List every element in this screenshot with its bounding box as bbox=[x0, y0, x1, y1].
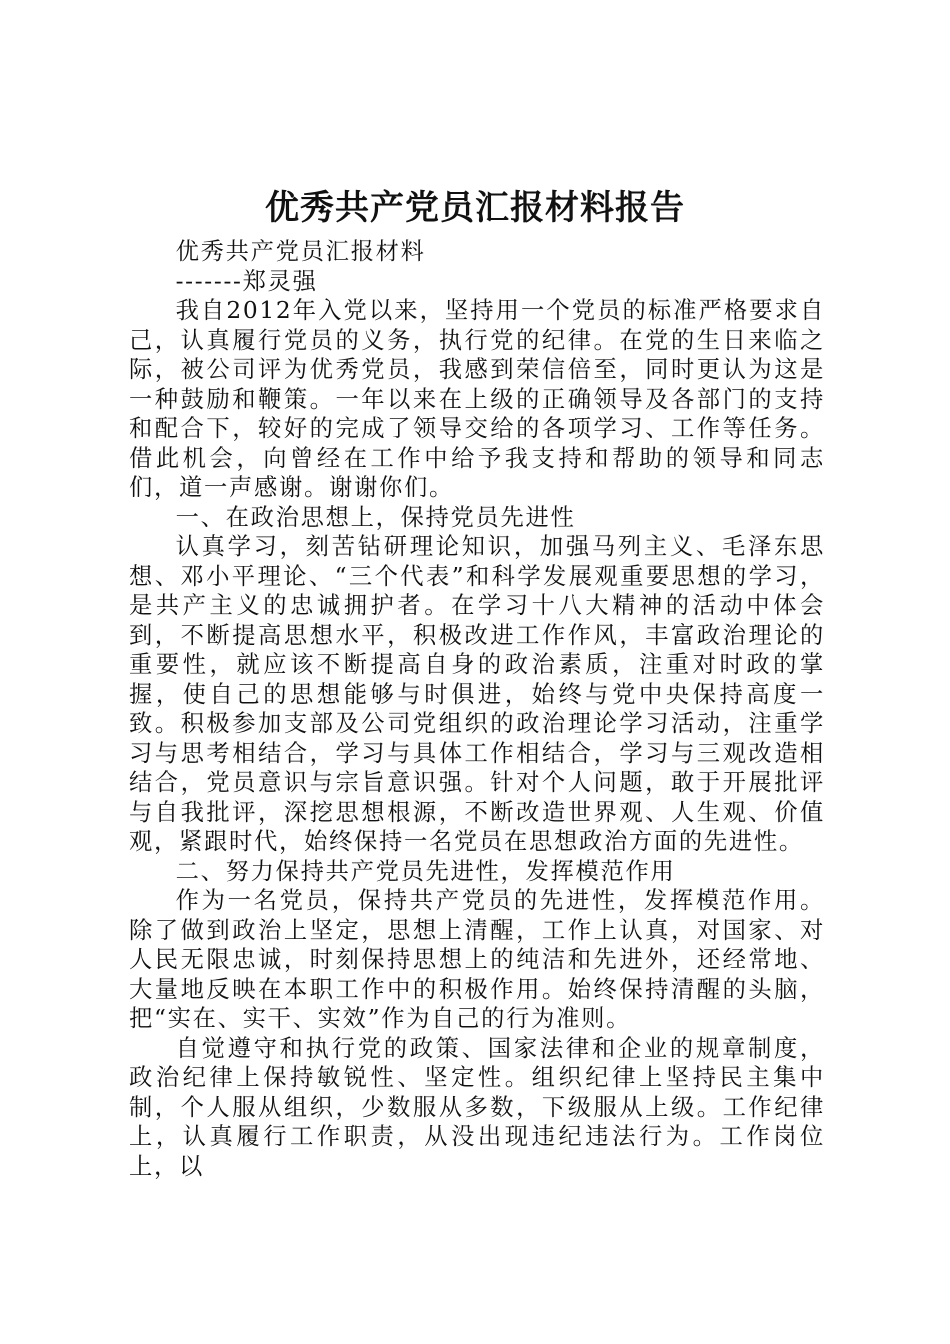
author-line: -------郑灵强 bbox=[175, 267, 318, 295]
subtitle-paragraph: 优秀共产党员汇报材料 bbox=[175, 238, 426, 265]
body-paragraph: 作为一名党员，保持共产党员的先进性，发挥模范作用。除了做到政治上坚定，思想上清醒，工作上认真，对国家、对人民无限忠诚，时刻保持思想上的纯洁和先进外，还经常地、大量地反映在本职工作中的积极作用。始终保持清醒的头脑，把“实在、实干、实效”作为自己的行为准则。 bbox=[129, 887, 825, 1032]
document-title: 优秀共产党员汇报材料报告 bbox=[265, 188, 685, 228]
body-paragraph: 我自2012年入党以来，坚持用一个党员的标准严格要求自己，认真履行党员的义务，执行党的纪律。在党的生日来临之际，被公司评为优秀党员，我感到荣信倍至，同时更认为这是一种鼓励和鞭策。一年以来在上级的正确领导及各部门的支持和配合下，较好的完成了领导交给的各项学习、工作等任务。借此机会，向曾经在工作中给予我支持和帮助的领导和同志们，道一声感谢。谢谢你们。 bbox=[129, 297, 825, 501]
body-paragraph: 自觉遵守和执行党的政策、国家法律和企业的规章制度，政治纪律上保持敏锐性、坚定性。组织纪律上坚持民主集中制，个人服从组织，少数服从多数，下级服从上级。工作纪律上，认真履行工作职责，从没出现违纪违法行为。工作岗位上，以 bbox=[129, 1034, 825, 1180]
document-body bbox=[129, 237, 825, 1181]
section-heading: 一、在政治思想上，保持党员先进性 bbox=[175, 503, 576, 531]
body-paragraph: 认真学习，刻苦钻研理论知识，加强马列主义、毛泽东思想、邓小平理论、“三个代表”和科学发展观重要思想的学习，是共产主义的忠诚拥护者。在学习十八大精神的活动中体会到，不断提高思想水平，积极改进工作作风，丰富政治理论的重要性，就应该不断提高自身的政治素质，注重对时政的掌握，使自己的思想能够与时俱进，始终与党中央保持高度一致。积极参加支部及公司党组织的政治理论学习活动，注重学习与思考相结合，学习与具体工作相结合，学习与三观改造相结合，党员意识与宗旨意识强。针对个人问题，敢于开展批评与自我批评，深挖思想根源，不断改造世界观、人生观、价值观，紧跟时代，始终保持一名党员在思想政治方面的先进性。 bbox=[129, 533, 825, 855]
section-heading: 二、努力保持共产党员先进性，发挥模范作用 bbox=[175, 857, 676, 885]
